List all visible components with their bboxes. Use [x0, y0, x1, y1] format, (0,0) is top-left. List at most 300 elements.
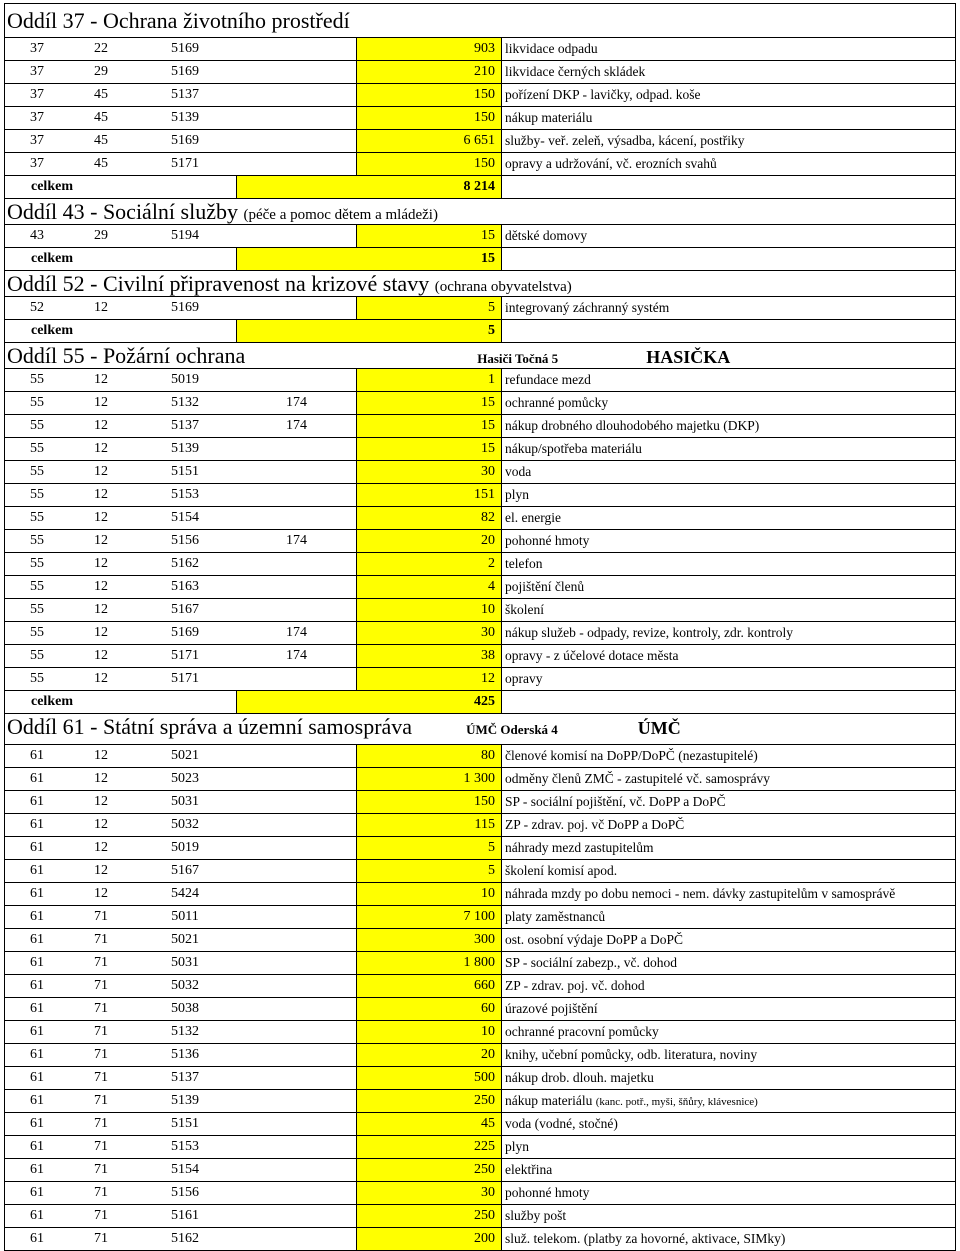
description-cell: služ. telekom. (platby za hovorné, aktivace, SIMky): [505, 1231, 786, 1246]
paragraph-cell: 61: [30, 1139, 44, 1154]
description-cell: likvidace odpadu: [505, 41, 598, 56]
section-header: [5, 271, 955, 297]
table-row: [5, 553, 955, 576]
table-row: [5, 929, 955, 952]
paragraph-cell: 55: [30, 418, 44, 433]
item-cell: 12: [94, 771, 108, 786]
purpose-cell: [237, 153, 357, 175]
total-row: [5, 176, 955, 199]
description-cell: opravy a udržování, vč. erozních svahů: [505, 156, 717, 171]
table-row: [5, 61, 955, 84]
item-cell: 12: [94, 372, 108, 387]
account-cell: 5032: [171, 817, 199, 832]
item-cell: 71: [94, 955, 108, 970]
section-header: [5, 4, 955, 38]
amount-cell: 250: [357, 1205, 502, 1227]
item-cell: 45: [94, 87, 108, 102]
amount-cell: 250: [357, 1090, 502, 1112]
item-cell: 12: [94, 395, 108, 410]
purpose-cell: 174: [237, 645, 357, 667]
total-row: [5, 248, 955, 271]
purpose-cell: [237, 837, 357, 859]
purpose-cell: [237, 297, 357, 319]
section-unit-short: HASIČKA: [646, 347, 731, 367]
description-cell: platy zaměstnanců: [505, 909, 606, 924]
paragraph-cell: 61: [30, 909, 44, 924]
account-cell: 5019: [171, 372, 199, 387]
paragraph-cell: 55: [30, 487, 44, 502]
section-title-text: Oddíl 37 - Ochrana životního prostředí: [7, 8, 350, 33]
purpose-cell: [237, 38, 357, 60]
table-row: [5, 837, 955, 860]
amount-cell: 1 800: [357, 952, 502, 974]
purpose-cell: [237, 1205, 357, 1227]
description-cell: školení komisí apod.: [505, 863, 618, 878]
section-title-text: Oddíl 43 - Sociální služby: [7, 199, 238, 224]
description-note: (kanc. potř., myši, šňůry, klávesnice): [595, 1096, 758, 1108]
amount-cell: 5: [357, 860, 502, 882]
table-row: [5, 1044, 955, 1067]
table-row: [5, 622, 955, 645]
purpose-cell: [237, 84, 357, 106]
account-cell: 5169: [171, 133, 199, 148]
paragraph-cell: 61: [30, 817, 44, 832]
paragraph-cell: 55: [30, 372, 44, 387]
account-cell: 5169: [171, 64, 199, 79]
account-cell: 5038: [171, 1001, 199, 1016]
item-cell: 12: [94, 464, 108, 479]
paragraph-cell: 61: [30, 840, 44, 855]
purpose-cell: [237, 130, 357, 152]
account-cell: 5021: [171, 748, 199, 763]
amount-cell: 300: [357, 929, 502, 951]
table-row: [5, 484, 955, 507]
description-cell: ochranné pomůcky: [505, 395, 609, 410]
amount-cell: 250: [357, 1159, 502, 1181]
total-label: celkem: [5, 320, 237, 342]
description-cell: ost. osobní výdaje DoPP a DoPČ: [505, 932, 684, 947]
section-subtitle: (ochrana obyvatelstva): [434, 279, 572, 295]
amount-cell: 150: [357, 107, 502, 129]
purpose-cell: [237, 745, 357, 767]
item-cell: 45: [94, 110, 108, 125]
paragraph-cell: 55: [30, 510, 44, 525]
description-cell: pořízení DKP - lavičky, odpad. koše: [505, 87, 701, 102]
total-label: celkem: [5, 248, 237, 270]
paragraph-cell: 61: [30, 748, 44, 763]
paragraph-cell: 61: [30, 1231, 44, 1246]
paragraph-cell: 61: [30, 886, 44, 901]
description-cell: el. energie: [505, 510, 561, 525]
amount-cell: 15: [357, 225, 502, 247]
item-cell: 29: [94, 64, 108, 79]
total-amount: 8 214: [237, 176, 502, 198]
account-cell: 5023: [171, 771, 199, 786]
amount-cell: 60: [357, 998, 502, 1020]
item-cell: 29: [94, 228, 108, 243]
description-cell: členové komisí na DoPP/DoPČ (nezastupitelé): [505, 748, 758, 763]
purpose-cell: [237, 1113, 357, 1135]
account-cell: 5137: [171, 418, 199, 433]
purpose-cell: [237, 1067, 357, 1089]
amount-cell: 500: [357, 1067, 502, 1089]
amount-cell: 1 300: [357, 768, 502, 790]
amount-cell: 660: [357, 975, 502, 997]
item-cell: 12: [94, 817, 108, 832]
description-cell: náhrady mezd zastupitelům: [505, 840, 654, 855]
section-unit: Hasiči Točná 5: [477, 351, 559, 366]
table-row: [5, 791, 955, 814]
description-cell: pojištění členů: [505, 579, 585, 594]
item-cell: 12: [94, 794, 108, 809]
paragraph-cell: 43: [30, 228, 44, 243]
account-cell: 5137: [171, 1070, 199, 1085]
section-title-wrap: [5, 271, 955, 296]
item-cell: 12: [94, 863, 108, 878]
description-cell: plyn: [505, 487, 530, 502]
item-cell: 12: [94, 441, 108, 456]
purpose-cell: [237, 1090, 357, 1112]
table-row: [5, 438, 955, 461]
amount-cell: 5: [357, 837, 502, 859]
amount-cell: 45: [357, 1113, 502, 1135]
item-cell: 12: [94, 533, 108, 548]
section-title: [5, 271, 572, 300]
amount-cell: 80: [357, 745, 502, 767]
amount-cell: 225: [357, 1136, 502, 1158]
amount-cell: 210: [357, 61, 502, 83]
purpose-cell: [237, 883, 357, 905]
paragraph-cell: 61: [30, 1047, 44, 1062]
description-cell: plyn: [505, 1139, 530, 1154]
paragraph-cell: 52: [30, 300, 44, 315]
description-cell: nákup/spotřeba materiálu: [505, 441, 642, 456]
total-amount: 5: [237, 320, 502, 342]
purpose-cell: 174: [237, 415, 357, 437]
section-unit: ÚMČ Oderská 4: [466, 722, 558, 737]
table-row: [5, 1159, 955, 1182]
amount-cell: 15: [357, 438, 502, 460]
description-cell: nákup drob. dlouh. majetku: [505, 1070, 654, 1085]
purpose-cell: [237, 599, 357, 621]
item-cell: 12: [94, 510, 108, 525]
table-row: [5, 883, 955, 906]
description-cell: odměny členů ZMČ - zastupitelé vč. samosprávy: [505, 771, 771, 786]
table-row: [5, 153, 955, 176]
account-cell: 5019: [171, 840, 199, 855]
paragraph-cell: 61: [30, 863, 44, 878]
account-cell: 5021: [171, 932, 199, 947]
item-cell: 22: [94, 41, 108, 56]
item-cell: 71: [94, 1047, 108, 1062]
paragraph-cell: 55: [30, 464, 44, 479]
item-cell: 12: [94, 487, 108, 502]
purpose-cell: [237, 668, 357, 690]
table-row: [5, 130, 955, 153]
description-cell: elektřina: [505, 1162, 553, 1177]
table-row: [5, 1113, 955, 1136]
table-row: [5, 645, 955, 668]
item-cell: 12: [94, 671, 108, 686]
amount-cell: 10: [357, 1021, 502, 1043]
description-cell: voda: [505, 464, 532, 479]
paragraph-cell: 37: [30, 133, 44, 148]
description-cell: služby- veř. zeleň, výsadba, kácení, postřiky: [505, 133, 745, 148]
item-cell: 71: [94, 1024, 108, 1039]
item-cell: 71: [94, 909, 108, 924]
paragraph-cell: 55: [30, 671, 44, 686]
table-row: [5, 1021, 955, 1044]
paragraph-cell: 55: [30, 395, 44, 410]
paragraph-cell: 55: [30, 533, 44, 548]
table-row: [5, 599, 955, 622]
paragraph-cell: 37: [30, 110, 44, 125]
purpose-cell: [237, 576, 357, 598]
amount-cell: 4: [357, 576, 502, 598]
item-cell: 12: [94, 840, 108, 855]
section-title-text: Oddíl 55 - Požární ochrana: [7, 343, 246, 368]
purpose-cell: [237, 768, 357, 790]
purpose-cell: [237, 1021, 357, 1043]
table-row: [5, 461, 955, 484]
table-row: [5, 1090, 955, 1113]
description-cell: voda (vodné, stočné): [505, 1116, 618, 1131]
amount-cell: 30: [357, 1182, 502, 1204]
paragraph-cell: 55: [30, 625, 44, 640]
section-title: [5, 4, 350, 37]
item-cell: 71: [94, 1162, 108, 1177]
description-cell: školení: [505, 602, 544, 617]
description-cell: opravy - z účelové dotace města: [505, 648, 679, 663]
item-cell: 12: [94, 556, 108, 571]
table-row: [5, 107, 955, 130]
account-cell: 5031: [171, 955, 199, 970]
purpose-cell: [237, 484, 357, 506]
table-row: [5, 975, 955, 998]
account-cell: 5169: [171, 41, 199, 56]
purpose-cell: [237, 1159, 357, 1181]
amount-cell: 5: [357, 297, 502, 319]
description-cell: ZP - zdrav. poj. vč. dohod: [505, 978, 645, 993]
account-cell: 5011: [171, 909, 199, 924]
table-row: [5, 225, 955, 248]
description-cell: SP - sociální pojištění, vč. DoPP a DoPČ: [505, 794, 726, 809]
table-row: [5, 369, 955, 392]
paragraph-cell: 55: [30, 579, 44, 594]
section-title-wrap: [5, 714, 955, 744]
item-cell: 12: [94, 625, 108, 640]
paragraph-cell: 61: [30, 771, 44, 786]
total-description: [502, 691, 955, 713]
item-cell: 12: [94, 602, 108, 617]
total-description: [502, 320, 955, 342]
item-cell: 71: [94, 1139, 108, 1154]
total-label: celkem: [5, 691, 237, 713]
account-cell: 5171: [171, 648, 199, 663]
section-title-text: Oddíl 52 - Civilní připravenost na krizové stavy: [7, 271, 430, 296]
paragraph-cell: 61: [30, 955, 44, 970]
amount-cell: 7 100: [357, 906, 502, 928]
account-cell: 5161: [171, 1208, 199, 1223]
purpose-cell: [237, 61, 357, 83]
amount-cell: 903: [357, 38, 502, 60]
table-row: [5, 1067, 955, 1090]
purpose-cell: [237, 906, 357, 928]
account-cell: 5156: [171, 1185, 199, 1200]
purpose-cell: [237, 975, 357, 997]
paragraph-cell: 61: [30, 1162, 44, 1177]
description-cell: dětské domovy: [505, 228, 588, 243]
description-cell: ochranné pracovní pomůcky: [505, 1024, 659, 1039]
item-cell: 12: [94, 579, 108, 594]
account-cell: 5162: [171, 1231, 199, 1246]
purpose-cell: [237, 461, 357, 483]
description-cell: knihy, učební pomůcky, odb. literatura, noviny: [505, 1047, 758, 1062]
description-cell: nákup materiálu (kanc. potř., myši, šňůry, klávesnice): [505, 1093, 758, 1108]
account-cell: 5169: [171, 625, 199, 640]
table-row: [5, 768, 955, 791]
purpose-cell: [237, 860, 357, 882]
description-cell: náhrada mzdy po dobu nemoci - nem. dávky zastupitelům v samosprávě: [505, 886, 896, 901]
amount-cell: 12: [357, 668, 502, 690]
paragraph-cell: 55: [30, 556, 44, 571]
purpose-cell: [237, 952, 357, 974]
purpose-cell: [237, 1044, 357, 1066]
paragraph-cell: 61: [30, 1024, 44, 1039]
section-title-text: Oddíl 61 - Státní správa a územní samospráva: [7, 714, 413, 739]
purpose-cell: [237, 507, 357, 529]
description-cell: služby pošt: [505, 1208, 567, 1223]
budget-sheet: [4, 3, 956, 1251]
section-subtitle: (péče a pomoc dětem a mládeži): [243, 207, 438, 223]
amount-cell: 2: [357, 553, 502, 575]
description-cell: nákup materiálu: [505, 110, 593, 125]
amount-cell: 82: [357, 507, 502, 529]
account-cell: 5169: [171, 300, 199, 315]
section-title: [5, 714, 412, 739]
account-cell: 5132: [171, 1024, 199, 1039]
section-title: [5, 343, 245, 368]
table-row: [5, 576, 955, 599]
purpose-cell: [237, 225, 357, 247]
account-cell: 5163: [171, 579, 199, 594]
account-cell: 5151: [171, 1116, 199, 1131]
description-cell: refundace mezd: [505, 372, 591, 387]
table-row: [5, 1182, 955, 1205]
item-cell: 71: [94, 1070, 108, 1085]
account-cell: 5153: [171, 487, 199, 502]
paragraph-cell: 37: [30, 41, 44, 56]
paragraph-cell: 61: [30, 1001, 44, 1016]
total-row: [5, 320, 955, 343]
description-cell: likvidace černých skládek: [505, 64, 646, 79]
item-cell: 45: [94, 133, 108, 148]
total-description: [502, 248, 955, 270]
paragraph-cell: 55: [30, 441, 44, 456]
account-cell: 5031: [171, 794, 199, 809]
purpose-cell: [237, 107, 357, 129]
paragraph-cell: 55: [30, 602, 44, 617]
table-row: [5, 297, 955, 320]
table-row: [5, 530, 955, 553]
purpose-cell: 174: [237, 392, 357, 414]
item-cell: 71: [94, 1093, 108, 1108]
table-row: [5, 38, 955, 61]
amount-cell: 38: [357, 645, 502, 667]
item-cell: 45: [94, 156, 108, 171]
item-cell: 12: [94, 648, 108, 663]
account-cell: 5032: [171, 978, 199, 993]
account-cell: 5171: [171, 156, 199, 171]
section-header: [5, 199, 955, 225]
table-row: [5, 1228, 955, 1251]
account-cell: 5167: [171, 863, 199, 878]
amount-cell: 10: [357, 883, 502, 905]
paragraph-cell: 37: [30, 87, 44, 102]
section-title-wrap: [5, 343, 955, 368]
purpose-cell: [237, 369, 357, 391]
account-cell: 5153: [171, 1139, 199, 1154]
table-row: [5, 507, 955, 530]
purpose-cell: [237, 791, 357, 813]
amount-cell: 200: [357, 1228, 502, 1250]
table-row: [5, 668, 955, 691]
paragraph-cell: 55: [30, 648, 44, 663]
amount-cell: 20: [357, 1044, 502, 1066]
total-amount: 425: [237, 691, 502, 713]
purpose-cell: [237, 929, 357, 951]
amount-cell: 30: [357, 461, 502, 483]
purpose-cell: [237, 1136, 357, 1158]
total-description: [502, 176, 955, 198]
total-label: celkem: [5, 176, 237, 198]
account-cell: 5171: [171, 671, 199, 686]
item-cell: 71: [94, 1208, 108, 1223]
description-cell: SP - sociální zabezp., vč. dohod: [505, 955, 677, 970]
item-cell: 71: [94, 1116, 108, 1131]
item-cell: 12: [94, 748, 108, 763]
item-cell: 12: [94, 418, 108, 433]
table-row: [5, 998, 955, 1021]
paragraph-cell: 61: [30, 1070, 44, 1085]
account-cell: 5139: [171, 1093, 199, 1108]
section-title-wrap: [5, 4, 955, 37]
paragraph-cell: 61: [30, 1093, 44, 1108]
description-cell: nákup drobného dlouhodobého majetku (DKP): [505, 418, 760, 433]
amount-cell: 115: [357, 814, 502, 836]
amount-cell: 150: [357, 84, 502, 106]
item-cell: 71: [94, 932, 108, 947]
account-cell: 5156: [171, 533, 199, 548]
purpose-cell: [237, 1182, 357, 1204]
amount-cell: 20: [357, 530, 502, 552]
paragraph-cell: 37: [30, 64, 44, 79]
table-row: [5, 415, 955, 438]
amount-cell: 15: [357, 415, 502, 437]
table-row: [5, 745, 955, 768]
table-row: [5, 1136, 955, 1159]
total-amount: 15: [237, 248, 502, 270]
paragraph-cell: 61: [30, 1208, 44, 1223]
purpose-cell: 174: [237, 622, 357, 644]
purpose-cell: [237, 438, 357, 460]
purpose-cell: [237, 998, 357, 1020]
description-cell: integrovaný záchranný systém: [505, 300, 670, 315]
purpose-cell: 174: [237, 530, 357, 552]
account-cell: 5137: [171, 87, 199, 102]
amount-cell: 6 651: [357, 130, 502, 152]
account-cell: 5151: [171, 464, 199, 479]
